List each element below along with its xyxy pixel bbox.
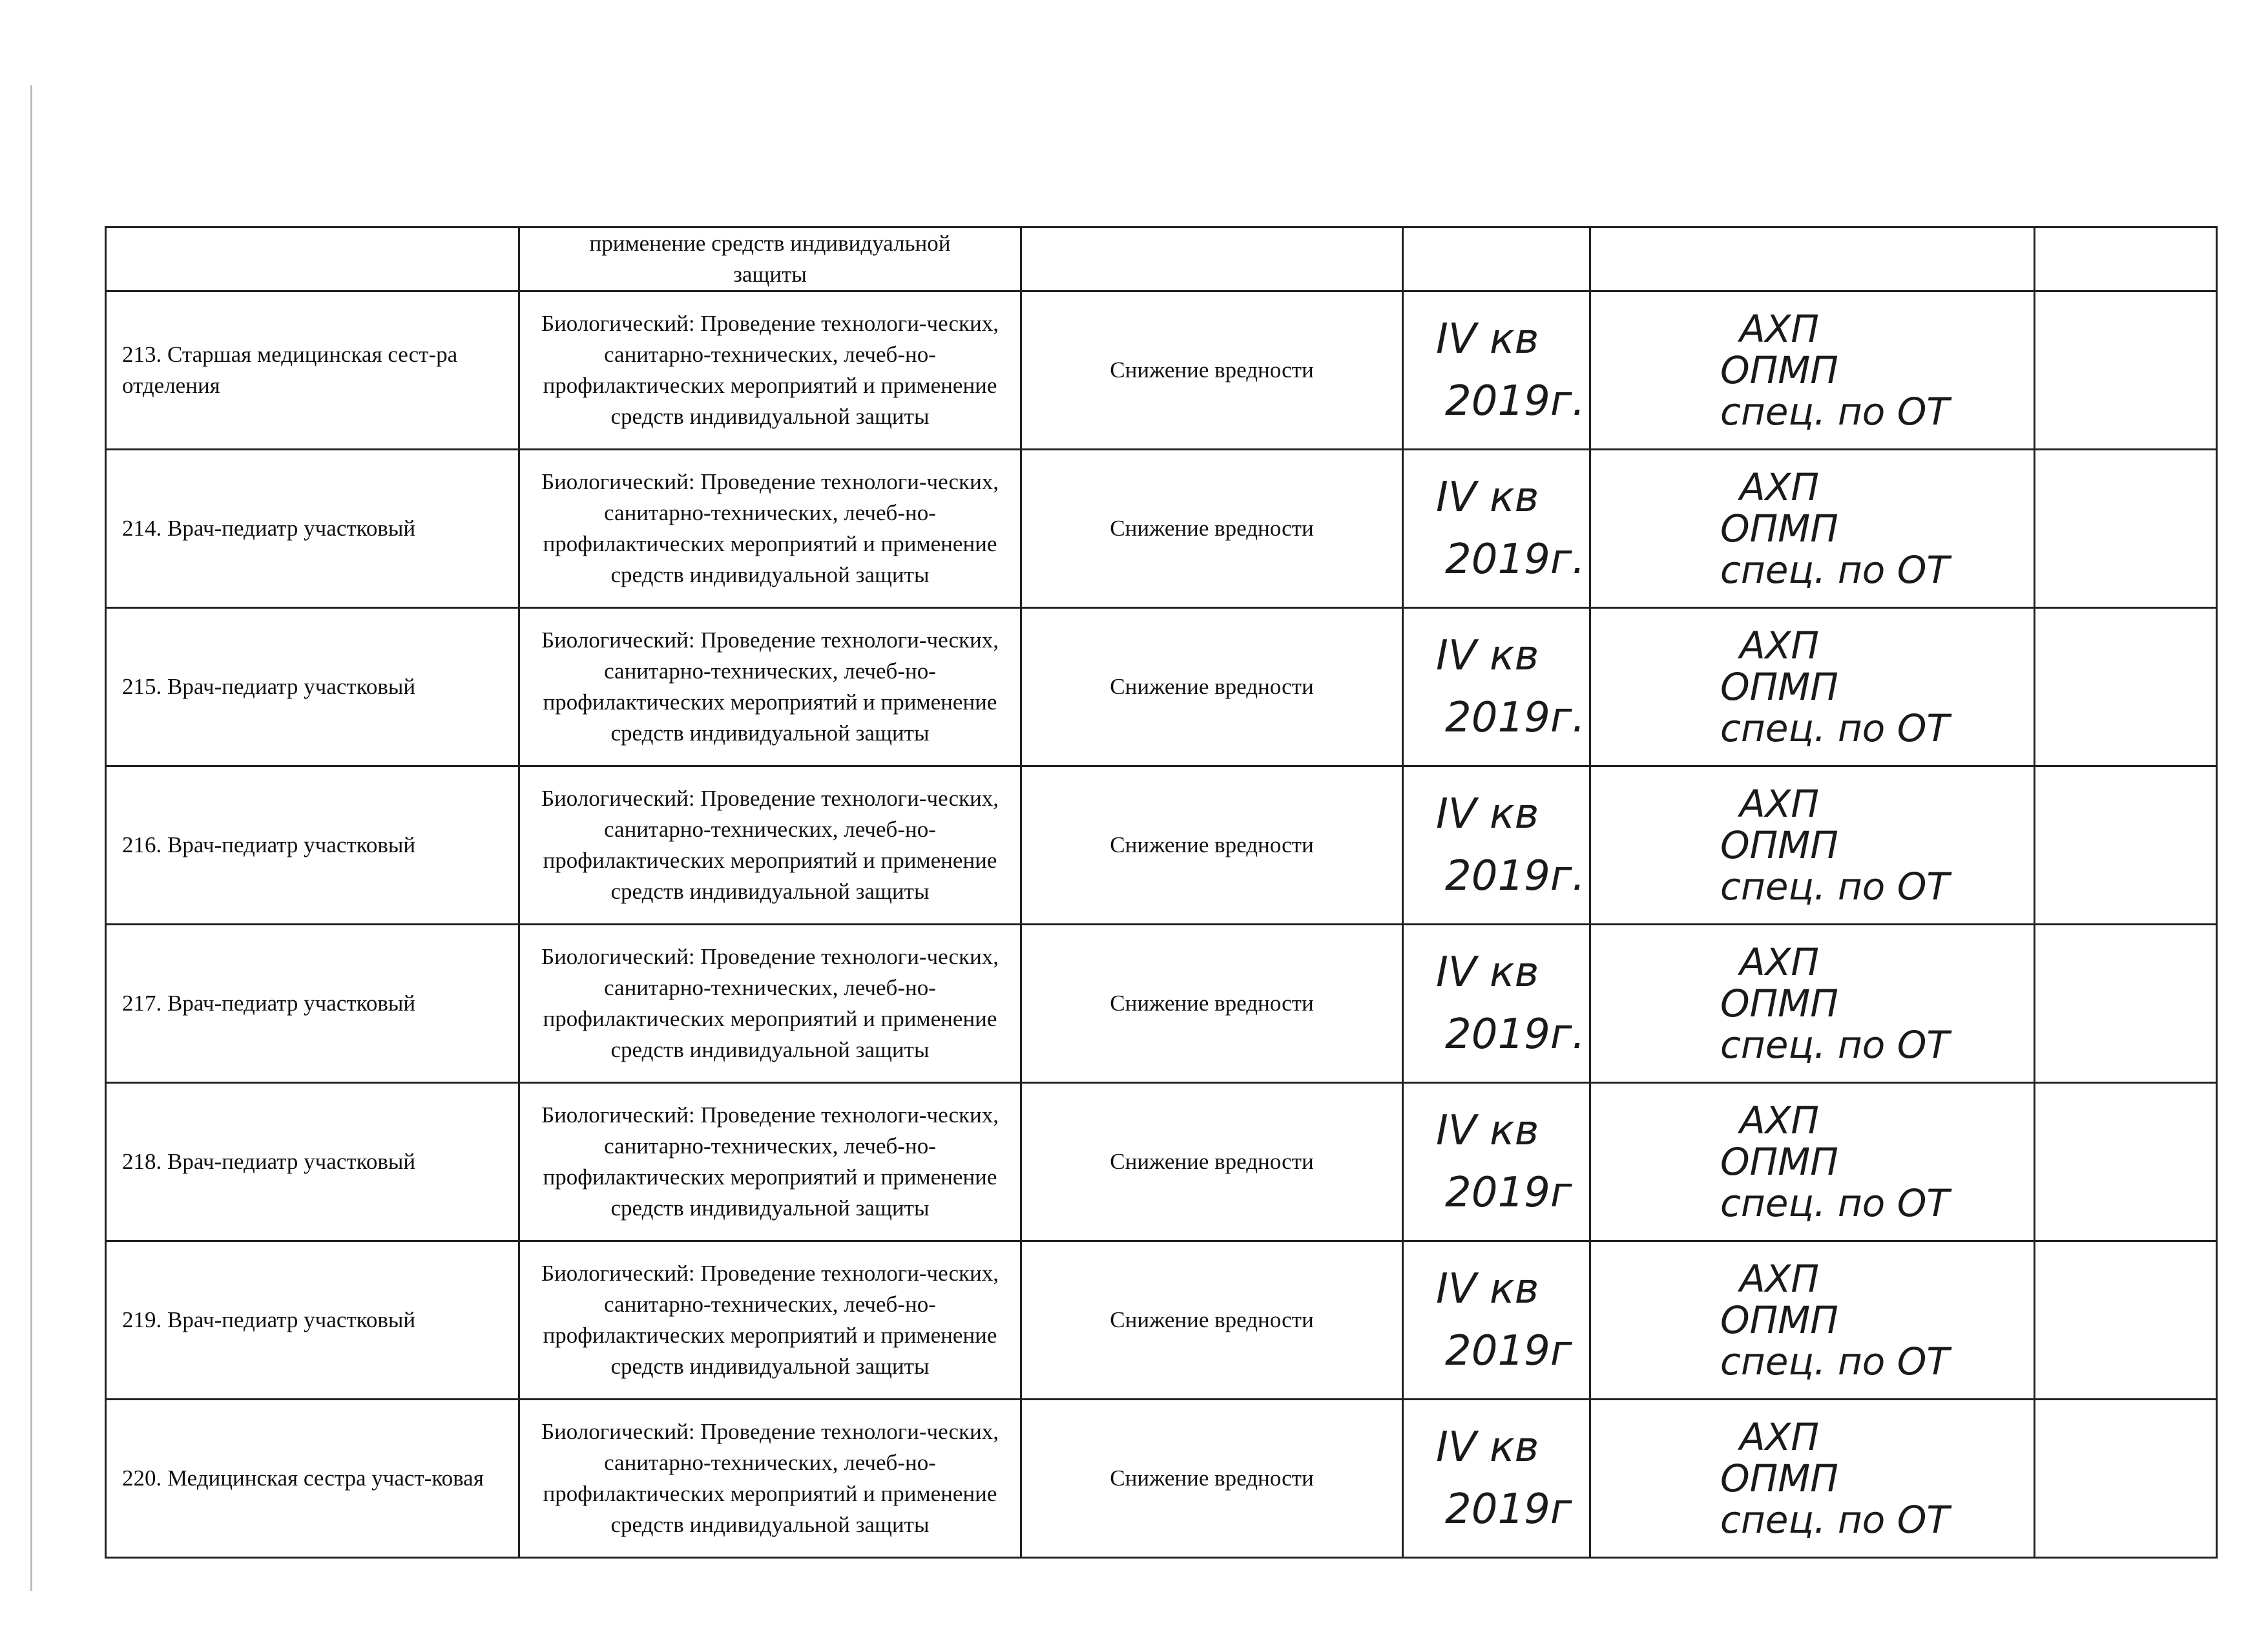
- table-row: [106, 1241, 2217, 1400]
- measures-line: применение средств индивидуальной: [589, 231, 951, 256]
- handwritten-responsible-1: АХП: [1740, 624, 1820, 667]
- handwritten-responsible-1: АХП: [1740, 1098, 1820, 1142]
- handwritten-responsible-3: спец. по ОТ: [1720, 390, 1950, 434]
- handwritten-responsible-3: спец. по ОТ: [1720, 1339, 1950, 1383]
- handwritten-quarter: IV кв: [1436, 474, 1539, 521]
- cell-responsible: [1590, 1400, 2035, 1558]
- handwritten-quarter: IV кв: [1436, 632, 1539, 680]
- cell-goal: [1021, 291, 1403, 450]
- handwritten-quarter: IV кв: [1436, 315, 1539, 363]
- goal-text: Снижение вредности: [1110, 1465, 1314, 1491]
- cell-measures: [519, 1241, 1021, 1400]
- table-row: [106, 608, 2217, 766]
- cell-position: [106, 925, 519, 1083]
- cell-position: [106, 1400, 519, 1558]
- cell-responsible: [1590, 1083, 2035, 1241]
- goal-text: Снижение вредности: [1110, 674, 1314, 699]
- cell-measures: [519, 450, 1021, 608]
- cell-note: [2035, 925, 2217, 1083]
- handwritten-responsible-2: ОПМП: [1720, 507, 1838, 551]
- position-text: 216. Врач-педиатр участковый: [122, 832, 416, 857]
- position-text: 215. Врач-педиатр участковый: [122, 674, 416, 699]
- position-text: 220. Медицинская сестра участ-ковая: [122, 1465, 484, 1491]
- cell-note: [2035, 608, 2217, 766]
- cell-responsible: [1590, 291, 2035, 450]
- handwritten-responsible-2: ОПМП: [1720, 1140, 1838, 1184]
- table-body: [106, 227, 2217, 1558]
- cell-position: [106, 766, 519, 925]
- cell-measures: [519, 1083, 1021, 1241]
- table-row: [106, 1400, 2217, 1558]
- handwritten-responsible-2: ОПМП: [1720, 1456, 1838, 1500]
- goal-text: Снижение вредности: [1110, 991, 1314, 1016]
- cell-position: [106, 291, 519, 450]
- cell-term: [1403, 291, 1590, 450]
- handwritten-responsible-3: спец. по ОТ: [1720, 1181, 1950, 1225]
- measures-text: Биологический: Проведение технологи-ческих, санитарно-технических, лечеб-но-профилактических мероприятий и применение средств индивидуальной защиты: [541, 1102, 999, 1221]
- table-row: [106, 291, 2217, 450]
- scan-margin-line: [30, 85, 32, 1591]
- handwritten-responsible-3: спец. по ОТ: [1720, 1498, 1950, 1542]
- measures-text: Биологический: Проведение технологи-ческих, санитарно-технических, лечеб-но-профилактических мероприятий и применение средств индивидуальной защиты: [541, 786, 999, 904]
- cell-position: [106, 608, 519, 766]
- handwritten-responsible-3: спец. по ОТ: [1720, 706, 1950, 750]
- cell-note: [2035, 766, 2217, 925]
- table-row: [106, 1083, 2217, 1241]
- position-text: 213. Старшая медицинская сест-ра отделения: [122, 342, 458, 398]
- handwritten-responsible-2: ОПМП: [1720, 982, 1838, 1025]
- handwritten-quarter: IV кв: [1436, 949, 1539, 996]
- measures-text: Биологический: Проведение технологи-ческих, санитарно-технических, лечеб-но-профилактических мероприятий и применение средств индивидуальной защиты: [541, 1261, 999, 1379]
- cell-goal: [1021, 450, 1403, 608]
- measures-text: Биологический: Проведение технологи-ческих, санитарно-технических, лечеб-но-профилактических мероприятий и применение средств индивидуальной защиты: [541, 469, 999, 587]
- cell-term: [1403, 608, 1590, 766]
- cell-goal: [1021, 608, 1403, 766]
- handwritten-responsible-3: спец. по ОТ: [1720, 1023, 1950, 1067]
- measures-text: Биологический: Проведение технологи-ческих, санитарно-технических, лечеб-но-профилактических мероприятий и применение средств индивидуальной защиты: [541, 944, 999, 1062]
- handwritten-year: 2019г: [1445, 1169, 1572, 1217]
- cell-responsible: [1590, 925, 2035, 1083]
- handwritten-responsible-1: АХП: [1740, 307, 1820, 351]
- position-text: 217. Врач-педиатр участковый: [122, 991, 416, 1016]
- cell-measures: [519, 227, 1021, 291]
- handwritten-responsible-1: АХП: [1740, 782, 1820, 826]
- handwritten-responsible-2: ОПМП: [1720, 823, 1838, 867]
- cell-goal: [1021, 766, 1403, 925]
- cell-measures: [519, 925, 1021, 1083]
- cell-position: [106, 227, 519, 291]
- handwritten-year: 2019г.: [1445, 536, 1585, 583]
- measures-text: Биологический: Проведение технологи-ческих, санитарно-технических, лечеб-но-профилактических мероприятий и применение средств индивидуальной защиты: [541, 627, 999, 746]
- handwritten-responsible-3: спец. по ОТ: [1720, 865, 1950, 909]
- cell-responsible: [1590, 608, 2035, 766]
- cell-responsible: [1590, 766, 2035, 925]
- measures-text: Биологический: Проведение технологи-ческих, санитарно-технических, лечеб-но-профилактических мероприятий и применение средств индивидуальной защиты: [541, 1419, 999, 1537]
- cell-term: [1403, 925, 1590, 1083]
- handwritten-responsible-2: ОПМП: [1720, 1298, 1838, 1342]
- table-row-continuation: [106, 227, 2217, 291]
- cell-note: [2035, 1241, 2217, 1400]
- cell-measures: [519, 291, 1021, 450]
- handwritten-responsible-1: АХП: [1740, 1257, 1820, 1301]
- cell-measures: [519, 1400, 1021, 1558]
- handwritten-responsible-2: ОПМП: [1720, 348, 1838, 392]
- handwritten-quarter: IV кв: [1436, 1265, 1539, 1313]
- handwritten-year: 2019г.: [1445, 1011, 1585, 1058]
- handwritten-year: 2019г: [1445, 1486, 1572, 1533]
- cell-note: [2035, 227, 2217, 291]
- cell-term: [1403, 1083, 1590, 1241]
- cell-goal: [1021, 227, 1403, 291]
- cell-goal: [1021, 1400, 1403, 1558]
- handwritten-quarter: IV кв: [1436, 1423, 1539, 1471]
- handwritten-responsible-1: АХП: [1740, 465, 1820, 509]
- handwritten-year: 2019г: [1445, 1327, 1572, 1375]
- measures-text: Биологический: Проведение технологи-ческих, санитарно-технических, лечеб-но-профилактических мероприятий и применение средств индивидуальной защиты: [541, 311, 999, 429]
- position-text: 219. Врач-педиатр участковый: [122, 1307, 416, 1332]
- cell-term: [1403, 1400, 1590, 1558]
- cell-responsible: [1590, 450, 2035, 608]
- handwritten-responsible-1: АХП: [1740, 940, 1820, 984]
- cell-note: [2035, 291, 2217, 450]
- goal-text: Снижение вредности: [1110, 1149, 1314, 1174]
- table-row: [106, 450, 2217, 608]
- cell-position: [106, 450, 519, 608]
- cell-goal: [1021, 925, 1403, 1083]
- goal-text: Снижение вредности: [1110, 832, 1314, 857]
- handwritten-quarter: IV кв: [1436, 1107, 1539, 1155]
- handwritten-year: 2019г.: [1445, 694, 1585, 742]
- cell-measures: [519, 766, 1021, 925]
- position-text: 218. Врач-педиатр участковый: [122, 1149, 416, 1174]
- table-row: [106, 925, 2217, 1083]
- cell-note: [2035, 1400, 2217, 1558]
- position-text: 214. Врач-педиатр участковый: [122, 516, 416, 541]
- goal-text: Снижение вредности: [1110, 1307, 1314, 1332]
- cell-term: [1403, 1241, 1590, 1400]
- cell-position: [106, 1083, 519, 1241]
- table-row: [106, 766, 2217, 925]
- goal-text: Снижение вредности: [1110, 357, 1314, 383]
- handwritten-responsible-1: АХП: [1740, 1415, 1820, 1459]
- cell-measures: [519, 608, 1021, 766]
- cell-term: [1403, 450, 1590, 608]
- cell-term: [1403, 766, 1590, 925]
- cell-responsible: [1590, 227, 2035, 291]
- cell-note: [2035, 1083, 2217, 1241]
- cell-note: [2035, 450, 2217, 608]
- cell-responsible: [1590, 1241, 2035, 1400]
- handwritten-year: 2019г.: [1445, 377, 1585, 425]
- handwritten-year: 2019г.: [1445, 852, 1585, 900]
- measures-table: [105, 226, 2218, 1559]
- cell-term: [1403, 227, 1590, 291]
- measures-line: защиты: [733, 262, 807, 287]
- handwritten-quarter: IV кв: [1436, 790, 1539, 838]
- handwritten-responsible-2: ОПМП: [1720, 665, 1838, 709]
- cell-goal: [1021, 1241, 1403, 1400]
- handwritten-responsible-3: спец. по ОТ: [1720, 548, 1950, 592]
- goal-text: Снижение вредности: [1110, 516, 1314, 541]
- cell-goal: [1021, 1083, 1403, 1241]
- cell-position: [106, 1241, 519, 1400]
